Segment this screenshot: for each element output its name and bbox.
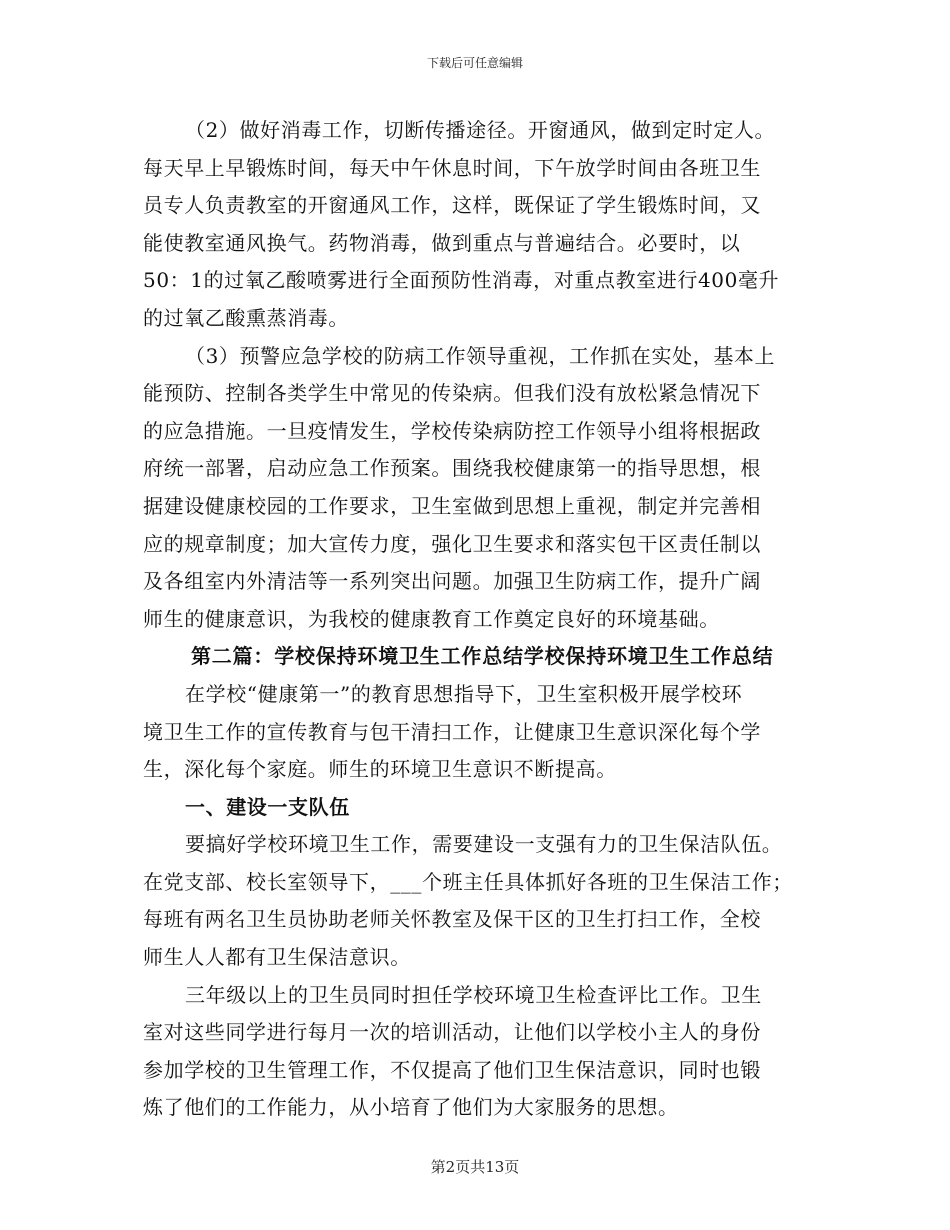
- paragraph-line: 炼了他们的工作能力，从小培育了他们为大家服务的思想。: [143, 1095, 679, 1120]
- subsection-heading: 一、建设一支队伍: [185, 794, 350, 819]
- paragraph-line: 师生人人都有卫生保洁意识。: [143, 945, 411, 970]
- paragraph-line: 参加学校的卫生管理工作，不仅提高了他们卫生保洁意识，同时也锻: [143, 1057, 761, 1082]
- paragraph-line: 据建设健康校园的工作要求，卫生室做到思想上重视，制定并完善相: [143, 493, 761, 518]
- paragraph-line: 50：1的过氧乙酸喷雾进行全面预防性消毒，对重点教室进行400毫升: [143, 268, 780, 293]
- paragraph-line: （3）预警应急学校的防病工作领导重视，工作抓在实处，基本上: [185, 343, 776, 368]
- page-header: 下载后可任意编辑: [426, 56, 523, 70]
- paragraph-line: 每班有两名卫生员协助老师关怀教室及保干区的卫生打扫工作，全校: [143, 907, 761, 932]
- paragraph-line: 生，深化每个家庭。师生的环境卫生意识不断提高。: [143, 757, 617, 782]
- paragraph-line: 每天早上早锻炼时间，每天中午休息时间，下午放学时间由各班卫生: [143, 155, 761, 180]
- paragraph-line: 能使教室通风换气。药物消毒，做到重点与普遍结合。必要时，以: [143, 230, 741, 255]
- paragraph-line: 的应急措施。一旦疫情发生，学校传染病防控工作领导小组将根据政: [143, 418, 761, 443]
- paragraph-line: 境卫生工作的宣传教育与包干清扫工作，让健康卫生意识深化每个学: [143, 719, 761, 744]
- paragraph-line: 要搞好学校环境卫生工作，需要建设一支强有力的卫生保洁队伍。: [185, 832, 783, 857]
- paragraph-line: 的过氧乙酸熏蒸消毒。: [143, 305, 349, 330]
- paragraph-line: 及各组室内外清洁等一系列突出问题。加强卫生防病工作，提升广阔: [143, 569, 761, 594]
- paragraph-line: 在学校“健康第一”的教育思想指导下，卫生室积极开展学校环: [185, 681, 743, 706]
- paragraph-line: 室对这些同学进行每月一次的培训活动，让他们以学校小主人的身份: [143, 1020, 761, 1045]
- paragraph-line: 在党支部、校长室领导下，___个班主任具体抓好各班的卫生保洁工作；: [143, 869, 793, 894]
- paragraph-line: 能预防、控制各类学生中常见的传染病。但我们没有放松紧急情况下: [143, 381, 761, 406]
- paragraph-line: 员专人负责教室的开窗通风工作，这样，既保证了学生锻炼时间，又: [143, 193, 761, 218]
- document-body: [143, 112, 815, 1127]
- paragraph-line: （2）做好消毒工作，切断传播途径。开窗通风，做到定时定人。: [185, 118, 776, 142]
- paragraph-line: 府统一部署，启动应急工作预案。围绕我校健康第一的指导思想，根: [143, 456, 761, 481]
- section-heading: 第二篇：学校保持环境卫生工作总结学校保持环境卫生工作总结: [191, 644, 774, 669]
- page-footer: 第2页共13页: [430, 1158, 520, 1176]
- paragraph-line: 应的规章制度；加大宣传力度，强化卫生要求和落实包干区责任制以: [143, 531, 761, 556]
- paragraph-line: 三年级以上的卫生员同时担任学校环境卫生检查评比工作。卫生: [185, 982, 762, 1007]
- paragraph-line: 师生的健康意识，为我校的健康教育工作奠定良好的环境基础。: [143, 606, 720, 631]
